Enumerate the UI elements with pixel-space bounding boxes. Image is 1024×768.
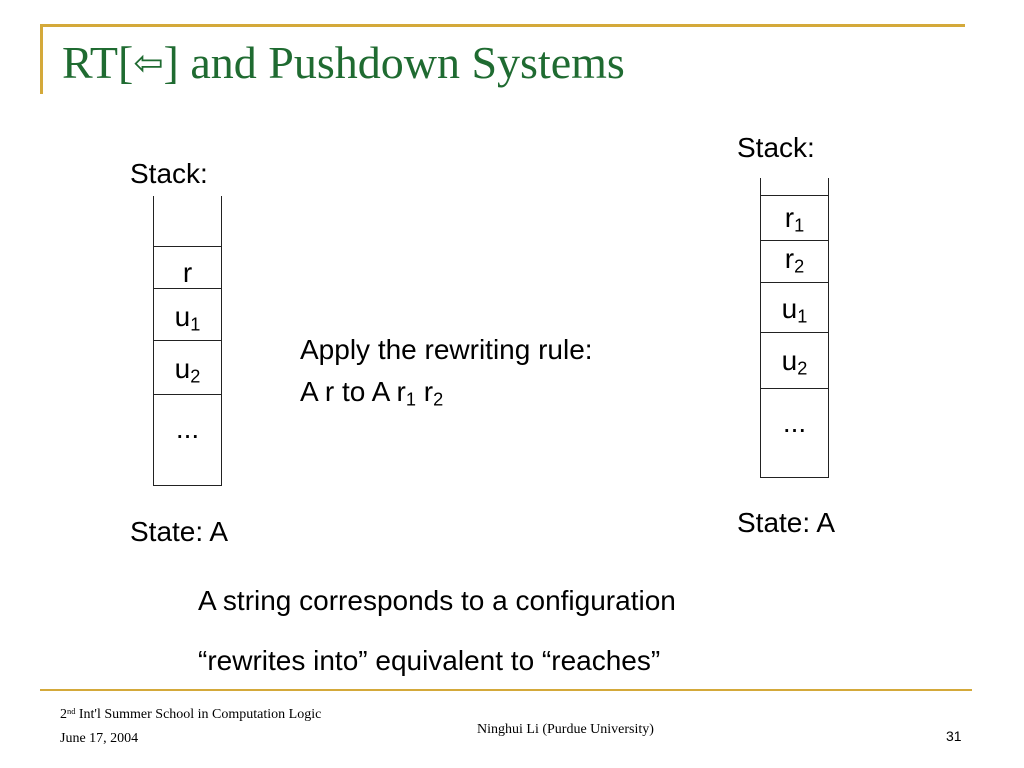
right-state-label: State: A	[737, 507, 836, 538]
left-stack-cell	[154, 246, 221, 288]
footer-school	[60, 706, 321, 724]
footer-author: Ninghui Li (Purdue University)	[477, 722, 654, 737]
rule-subscript-1: 1	[405, 389, 416, 410]
cell-subscript: 1	[797, 306, 808, 327]
cell-subscript: 1	[794, 215, 805, 236]
note-line-1: A string corresponds to a configuration	[198, 585, 676, 616]
right-stack-cell	[761, 195, 828, 240]
cell-subscript: 2	[794, 256, 805, 277]
left-stack-cell	[154, 288, 221, 340]
top-rule	[40, 24, 965, 27]
left-arrow-icon: ⇦	[133, 43, 164, 84]
cell-value: r	[784, 243, 795, 274]
rule-line-2-mid: r	[415, 376, 434, 407]
right-stack-cell	[761, 240, 828, 282]
right-stack-cell	[761, 332, 828, 388]
cell-value: r	[182, 257, 193, 288]
cell-value: u	[781, 345, 798, 376]
left-stack-cell	[154, 394, 221, 485]
right-stack-cell	[761, 282, 828, 332]
left-stack-cell	[154, 340, 221, 394]
right-stack-cell	[761, 388, 828, 477]
right-stack	[760, 178, 829, 478]
left-stack	[153, 196, 222, 486]
page-number: 31	[946, 728, 962, 744]
cell-value: ...	[782, 407, 807, 438]
cell-value: ...	[175, 413, 200, 444]
footer-date: June 17, 2004	[60, 730, 139, 746]
slide-title	[62, 37, 625, 88]
rule-subscript-2: 2	[433, 389, 444, 410]
footer-school-name: Int'l Summer School in Computation Logic	[75, 707, 322, 722]
rule-line-2	[300, 376, 444, 410]
cell-subscript: 1	[190, 314, 201, 335]
title-prefix: RT[	[62, 37, 134, 88]
footer-school-num: 2	[60, 707, 67, 722]
left-rule	[40, 24, 43, 94]
cell-value: u	[174, 353, 191, 384]
note-line-2: “rewrites into” equivalent to “reaches”	[198, 645, 661, 676]
cell-subscript: 2	[190, 366, 201, 387]
left-stack-label: Stack:	[130, 158, 208, 189]
title-suffix: ] and Pushdown Systems	[163, 37, 625, 88]
cell-value: u	[781, 293, 798, 324]
footer-left	[60, 706, 321, 747]
cell-value: u	[174, 301, 191, 332]
rule-line-2-prefix: A r to A r	[300, 376, 406, 407]
right-stack-label: Stack:	[737, 132, 815, 163]
cell-value: r	[784, 202, 795, 233]
footer-school-sup: nd	[67, 706, 76, 716]
left-state-label: State: A	[130, 516, 229, 547]
bottom-rule	[40, 689, 972, 691]
rule-line-1: Apply the rewriting rule:	[300, 334, 593, 365]
cell-subscript: 2	[797, 358, 808, 379]
